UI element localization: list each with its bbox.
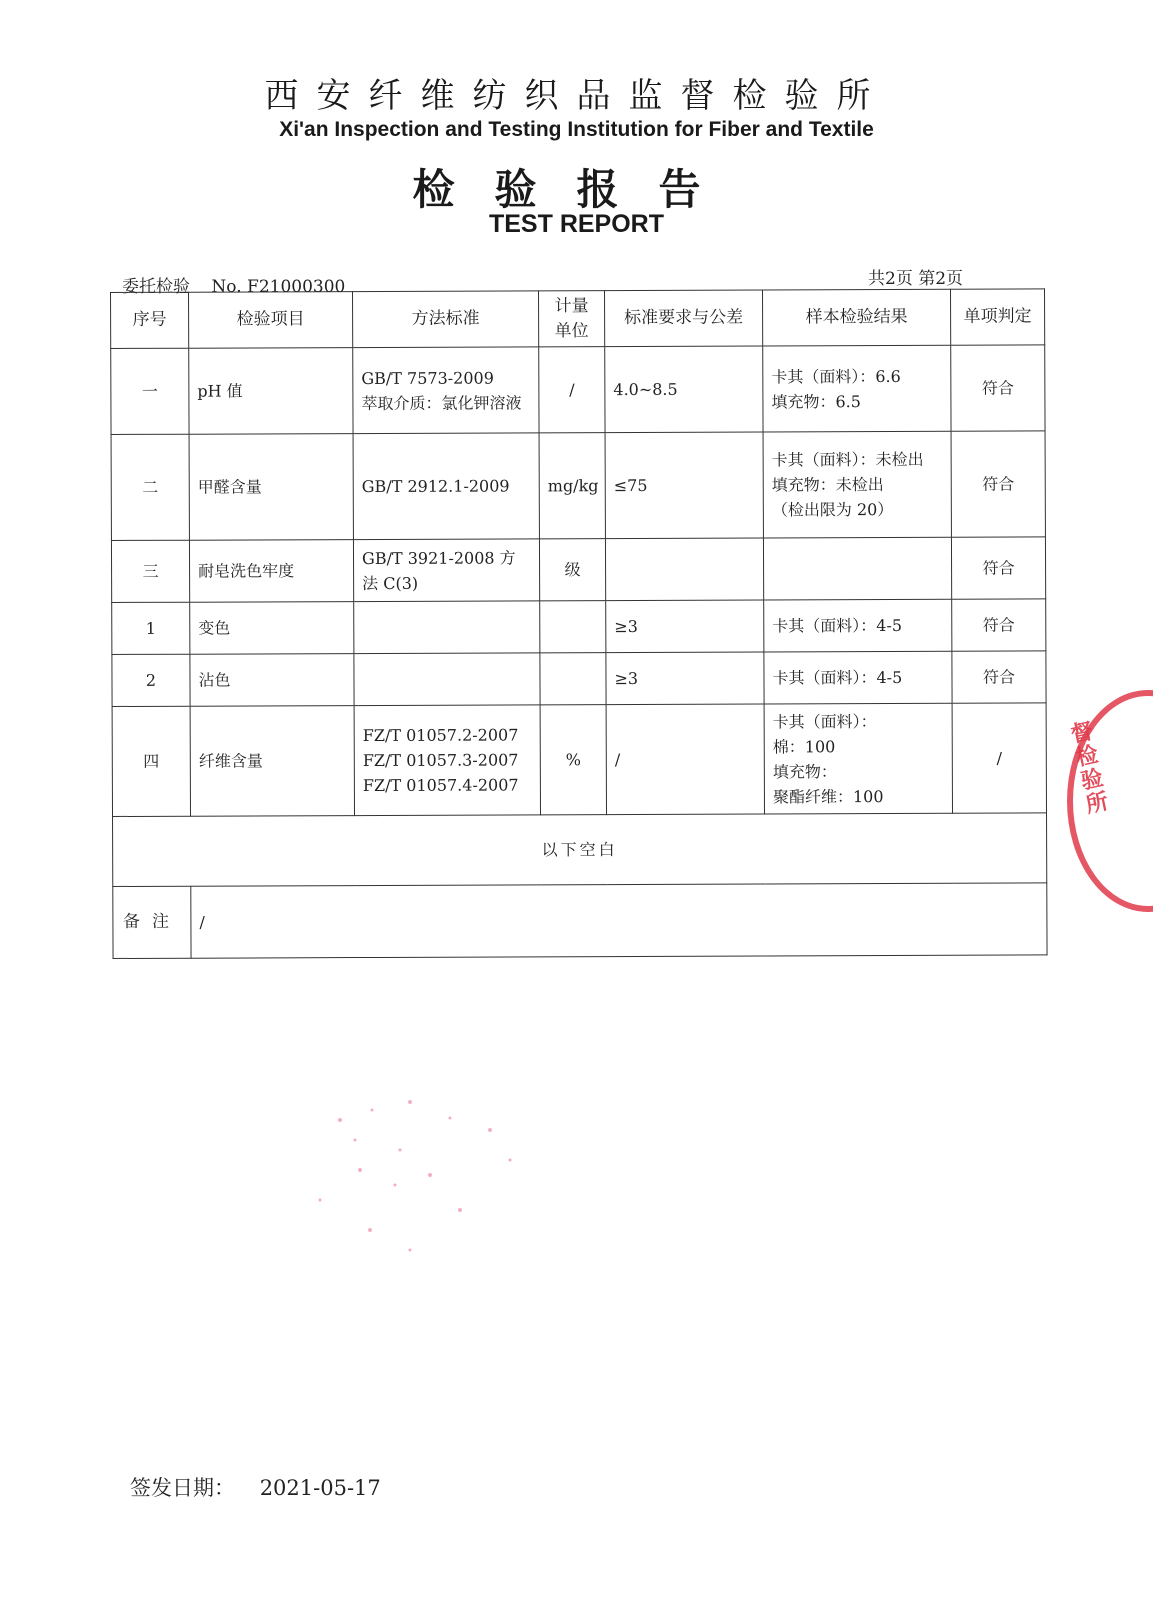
cell-unit: mg/kg	[539, 433, 605, 539]
org-name-cn: 西安纤维纺织品监督检验所	[264, 76, 889, 116]
cell-requirement: ≥3	[606, 600, 764, 653]
cell-verdict: 符合	[951, 431, 1045, 537]
seal-text: 督检验所	[1065, 718, 1111, 818]
cell-result: 卡其（面料）：4-5	[764, 651, 952, 704]
cell-unit: %	[540, 705, 606, 815]
cell-requirement: ≥3	[606, 652, 764, 705]
page-info: 共2页 第2页	[868, 269, 964, 289]
cell-result: 卡其（面料）：6.6 填充物：6.5	[763, 345, 951, 432]
header-cell: 序号	[111, 292, 189, 348]
cell-verdict: 符合	[951, 537, 1045, 599]
issue-date-label: 签发日期：	[130, 1476, 235, 1500]
cell-no: 三	[111, 540, 189, 602]
faint-stamp-marks	[300, 1090, 540, 1260]
cell-item: 耐皂洗色牢度	[189, 540, 353, 603]
cell-verdict: 符合	[952, 599, 1046, 651]
header-cell: 单项判定	[950, 289, 1044, 345]
cell-method: GB/T 2912.1-2009	[353, 433, 539, 540]
remark-value: /	[191, 883, 1047, 958]
cell-method: GB/T 3921-2008 方法 C(3)	[353, 539, 539, 602]
cell-method: GB/T 7573-2009 萃取介质：氯化钾溶液	[353, 347, 539, 434]
cell-method	[354, 653, 540, 706]
blank-note-row	[113, 813, 1047, 887]
table-row	[111, 431, 1045, 541]
table-header-row	[111, 289, 1045, 349]
report-number: No. F21000300	[211, 277, 346, 297]
cell-result: 卡其（面料）：4-5	[764, 599, 952, 652]
issue-date	[130, 1472, 381, 1502]
cell-unit	[540, 653, 606, 705]
test-results-table	[110, 288, 1048, 959]
org-name-en: Xi'an Inspection and Testing Institution for Fiber and Textile	[279, 118, 874, 141]
cell-no: 二	[111, 434, 189, 540]
cell-requirement: ≤75	[605, 432, 763, 539]
cell-no: 1	[112, 602, 190, 654]
header-cell: 检验项目	[189, 292, 353, 349]
cell-result: 卡其（面料）：未检出 填充物：未检出 （检出限为 20）	[763, 431, 951, 538]
cell-no: 四	[112, 706, 190, 816]
remark-row	[113, 883, 1047, 959]
cell-verdict: 符合	[952, 651, 1046, 703]
issue-date-value: 2021-05-17	[259, 1476, 381, 1500]
cell-unit	[540, 601, 606, 653]
cell-item: 沾色	[190, 654, 354, 707]
header-cell: 计量单位	[538, 291, 604, 347]
header-cell: 方法标准	[353, 291, 539, 348]
cell-verdict: 符合	[951, 345, 1045, 431]
blank-note: 以下空白	[113, 813, 1047, 887]
table-row	[112, 599, 1046, 655]
cell-unit: /	[539, 347, 605, 433]
cell-verdict: /	[952, 703, 1046, 813]
cell-item: 甲醛含量	[189, 434, 353, 541]
cell-result	[763, 537, 951, 600]
header-cell: 样本检验结果	[762, 289, 950, 346]
remark-label: 备注	[113, 886, 191, 958]
table-row	[111, 345, 1045, 435]
cell-unit: 级	[539, 539, 605, 601]
cell-item: 变色	[190, 602, 354, 655]
cell-result: 卡其（面料）： 棉：100 填充物： 聚酯纤维：100	[764, 703, 952, 814]
report-title-en: TEST REPORT	[488, 210, 664, 238]
table-row	[112, 703, 1046, 817]
inspection-type: 委托检验	[122, 277, 190, 297]
cell-no: 2	[112, 654, 190, 706]
cell-requirement: /	[606, 704, 764, 815]
table-row	[112, 651, 1046, 707]
header-cell: 标准要求与公差	[604, 290, 762, 347]
cell-requirement: 4.0~8.5	[605, 346, 763, 433]
table-row	[111, 537, 1045, 603]
cell-no: 一	[111, 348, 189, 434]
cell-method	[354, 601, 540, 654]
cell-item: 纤维含量	[190, 706, 354, 817]
cell-item: pH 值	[189, 348, 353, 435]
report-title-cn: 检验报告	[412, 165, 741, 214]
cell-method: FZ/T 01057.2-2007 FZ/T 01057.3-2007 FZ/T 01057.4-2007	[354, 705, 540, 816]
cell-requirement	[605, 538, 763, 601]
